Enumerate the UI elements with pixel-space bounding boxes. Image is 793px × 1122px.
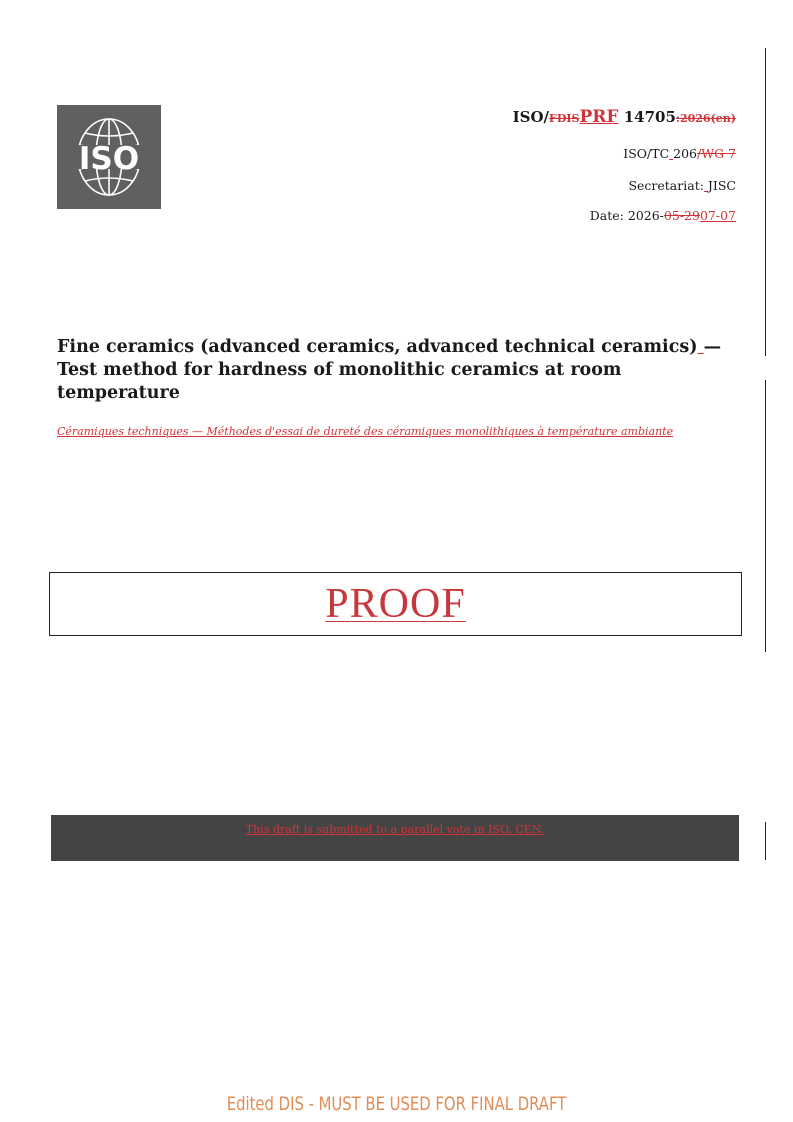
document-number: ISO/FDISPRF 14705:2026(en): [512, 107, 736, 127]
inserted-stage: PRF: [579, 107, 619, 127]
svg-text:ISO: ISO: [78, 141, 140, 177]
deleted-working-group: /WG 7: [697, 146, 736, 161]
french-title: Céramiques techniques — Méthodes d'essai de dureté des céramiques monolithiques à température ambiante: [57, 425, 674, 438]
document-title: Fine ceramics (advanced ceramics, advanced technical ceramics) — Test method for hardness of monolithic ceramics at room temperature: [57, 337, 722, 403]
deleted-suffix: :2026(en): [675, 112, 736, 125]
proof-label: PROOF: [325, 581, 466, 627]
committee-line: ISO/TC 206/WG 7: [623, 146, 736, 161]
deleted-stage: FDIS: [549, 112, 580, 125]
footer-watermark: Edited DIS - MUST BE USED FOR FINAL DRAFT: [226, 1093, 567, 1115]
secretariat-line: Secretariat: JISC: [628, 178, 736, 193]
notice-text: This draft is submitted to a parallel vote in ISO, CEN.: [245, 823, 545, 836]
change-bar: [765, 822, 766, 860]
deleted-date: 05-29: [663, 208, 700, 223]
proof-box: [49, 572, 742, 636]
parallel-vote-notice: [51, 815, 739, 861]
change-bar: [765, 48, 766, 356]
inserted-date: 07-07: [699, 208, 736, 223]
date-line: Date: 2026-05-2907-07: [589, 208, 736, 223]
iso-globe-logo-icon: [57, 105, 161, 209]
change-bar: [765, 380, 766, 652]
iso-logo: [57, 105, 161, 209]
